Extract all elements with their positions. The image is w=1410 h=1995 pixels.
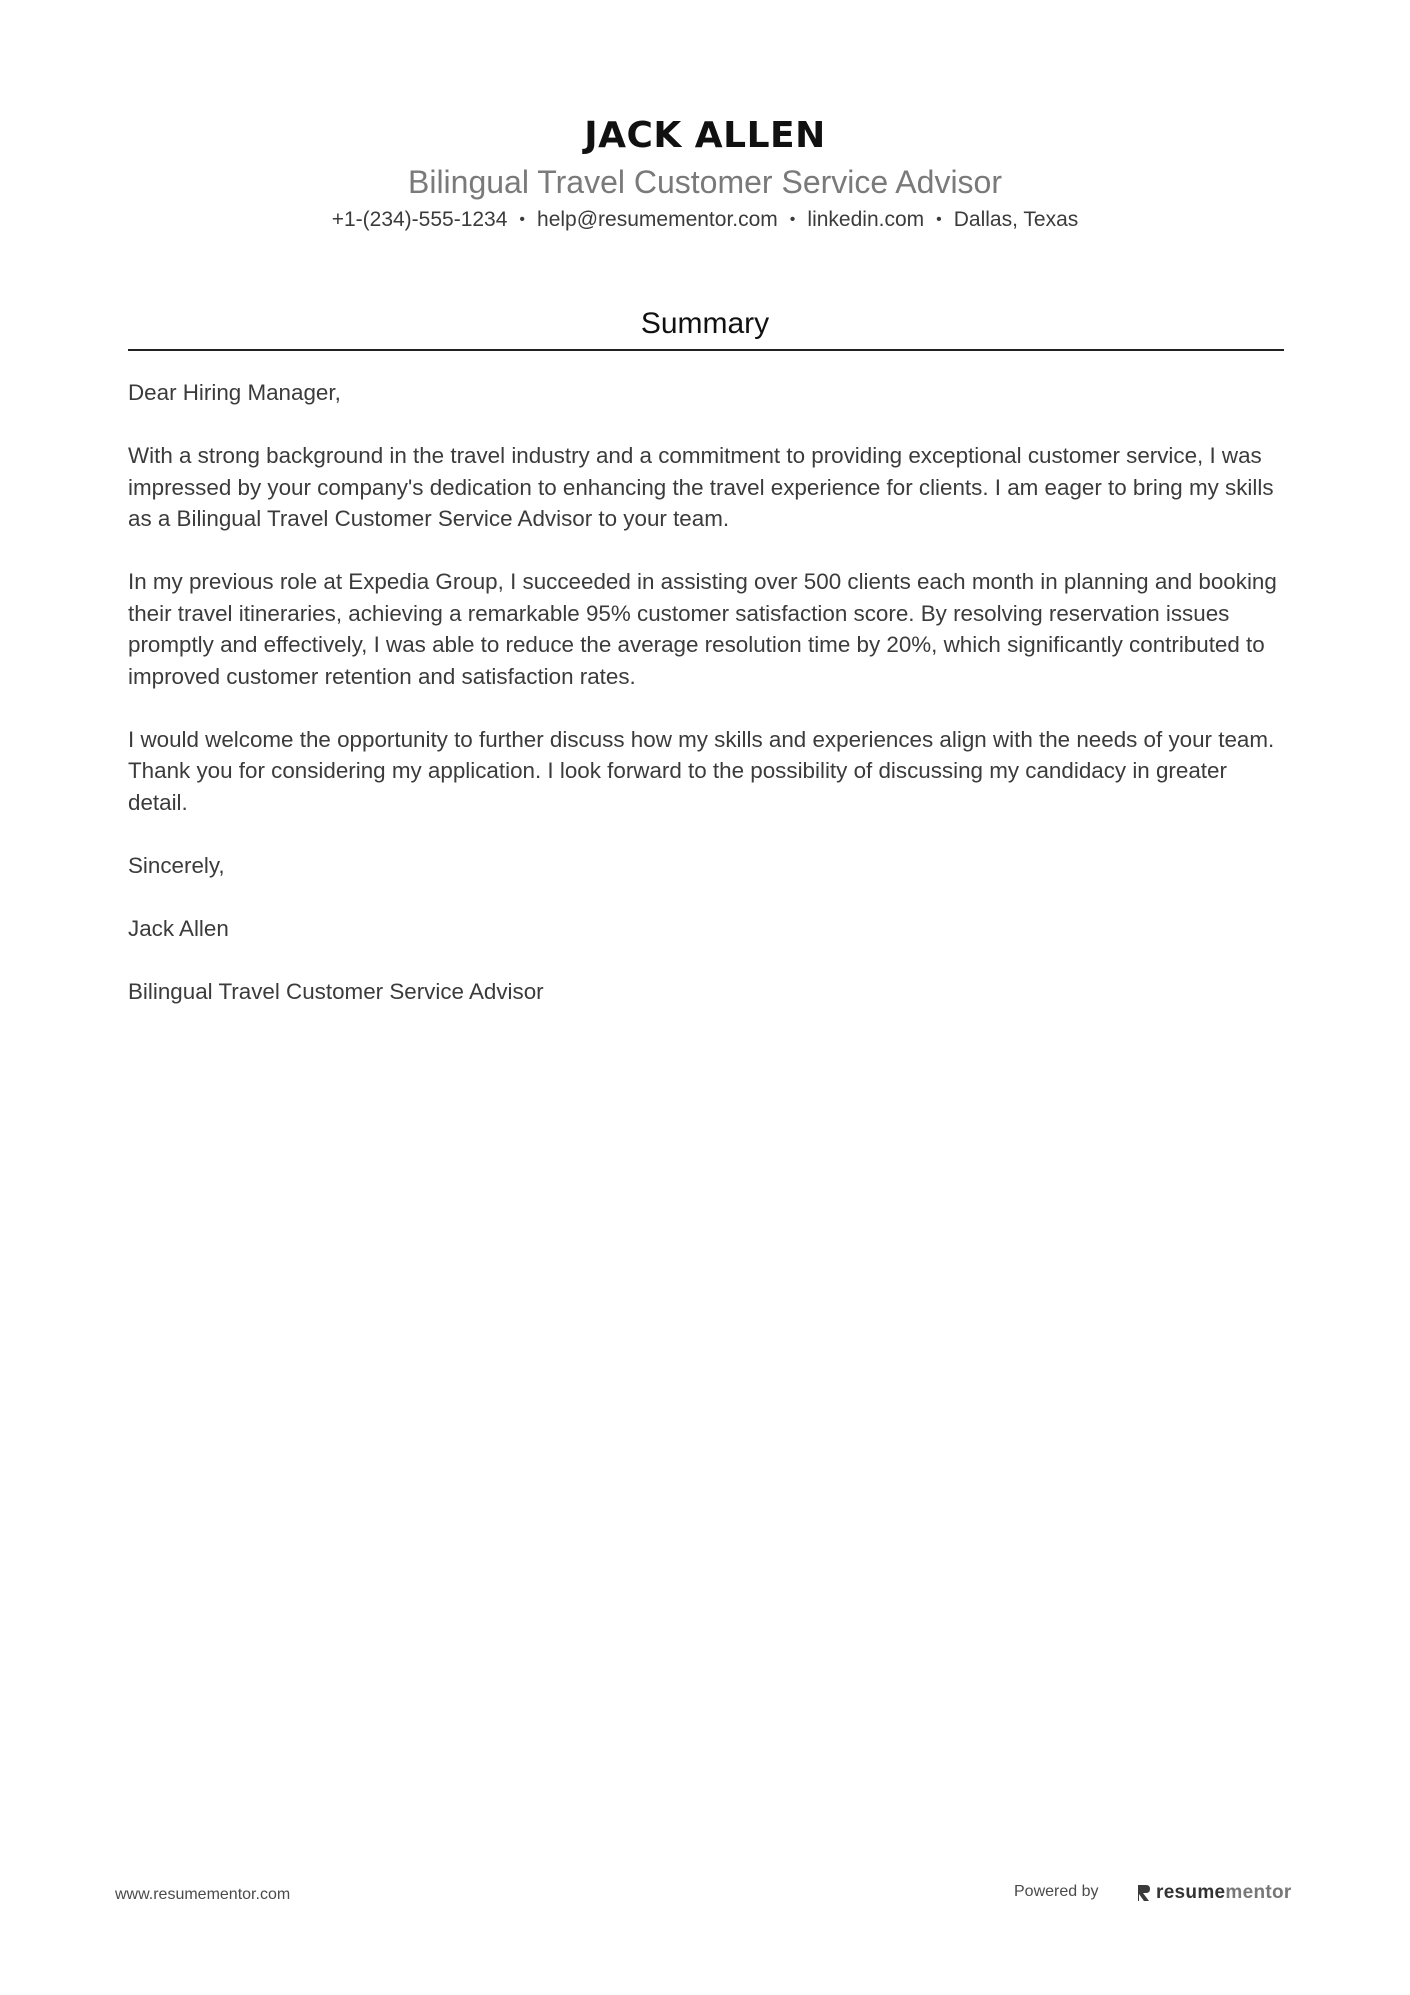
contact-phone: +1-(234)-555-1234 — [331, 208, 508, 231]
contact-linkedin[interactable]: linkedin.com — [807, 208, 925, 231]
powered-by-label: Powered by — [1014, 1883, 1099, 1900]
letter-paragraph: In my previous role at Expedia Group, I succeeded in assisting over 500 clients each month in planning and booking their travel itineraries, achieving a remarkable 95% customer satisfaction score. By resolving reservation issues promptly and effectively, I was able to reduce the average resolution time by 20%, which significantly contributed to improved customer retention and satisfaction rates. — [128, 569, 1277, 689]
letter-header — [0, 110, 1410, 234]
letter-paragraph: With a strong background in the travel industry and a commitment to providing exceptional customer service, I was impressed by your company's dedication to enhancing the travel experience for clients. I am eager to bring my skills as a Bilingual Travel Customer Service Advisor to your team. — [128, 443, 1274, 531]
letter-closing: Sincerely, — [128, 852, 225, 878]
letter-greeting: Dear Hiring Manager, — [128, 380, 341, 405]
letter-paragraph: I would welcome the opportunity to further discuss how my skills and experiences align with the needs of your team. Thank you for considering my application. I look forward to the possibility of discussing my candidacy in greater detail. — [128, 726, 1275, 815]
applicant-name: JACK ALLEN — [584, 115, 826, 156]
signature-title: Bilingual Travel Customer Service Advisor — [128, 978, 544, 1004]
section-title-summary: Summary — [640, 307, 770, 340]
resumementor-logo[interactable] — [1136, 1880, 1292, 1906]
contact-separator: • — [936, 211, 942, 228]
resumementor-logo-icon — [1136, 1883, 1152, 1903]
applicant-title: Bilingual Travel Customer Service Advisor — [407, 164, 1002, 200]
footer-branding — [1014, 1880, 1304, 1910]
signature-name: Jack Allen — [128, 915, 229, 941]
contact-separator: • — [519, 211, 526, 228]
contact-line — [0, 206, 1410, 234]
letter-body — [128, 377, 1284, 1039]
contact-separator: • — [789, 211, 796, 228]
contact-email[interactable]: help@resumementor.com — [537, 208, 778, 231]
footer-website[interactable]: www.resumementor.com — [115, 1886, 291, 1903]
section-divider — [128, 349, 1284, 351]
resumementor-wordmark: resumementor — [1156, 1882, 1292, 1903]
contact-location: Dallas, Texas — [953, 208, 1079, 231]
